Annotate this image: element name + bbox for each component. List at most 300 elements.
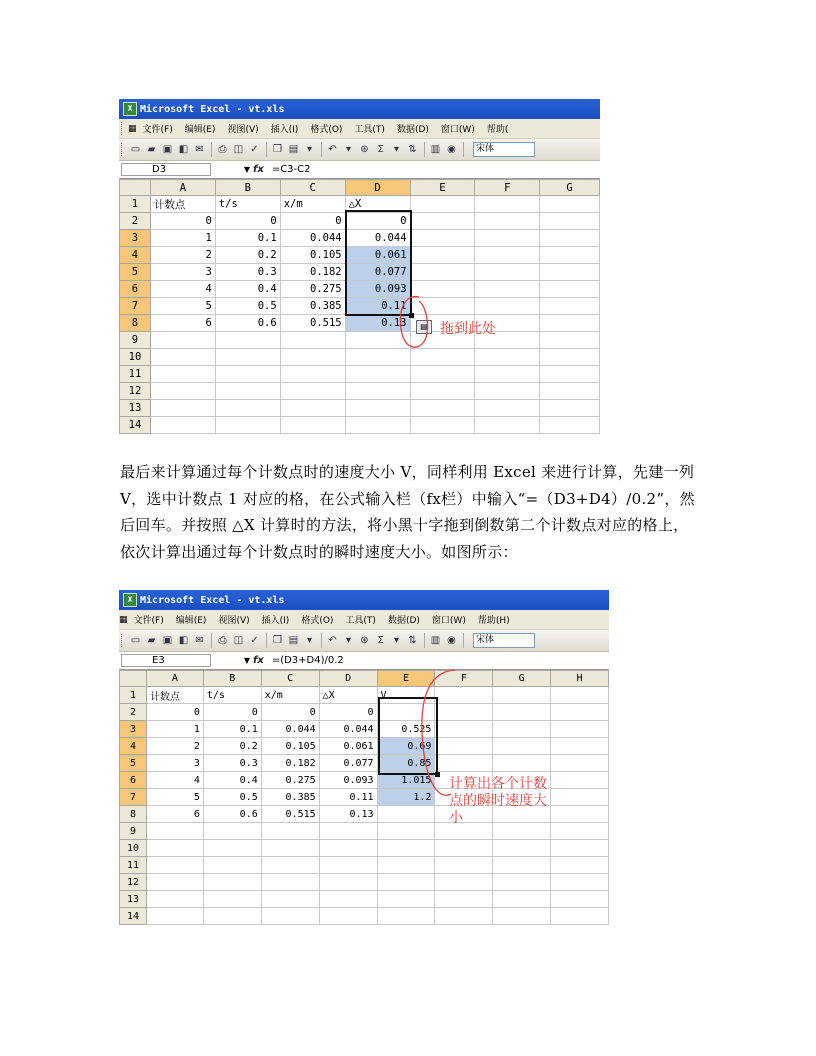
cell[interactable] xyxy=(493,738,551,755)
menu-format[interactable]: 格式(O) xyxy=(310,125,343,135)
cell[interactable] xyxy=(493,874,551,891)
cell[interactable]: 0.044 xyxy=(319,721,377,738)
cell[interactable] xyxy=(345,400,410,417)
row-header[interactable]: 9 xyxy=(120,332,151,349)
row-header[interactable]: 10 xyxy=(120,840,147,857)
row-header[interactable]: 2 xyxy=(120,704,147,721)
cell[interactable]: 0.1 xyxy=(215,230,280,247)
cell[interactable]: △X xyxy=(345,196,410,213)
row-header[interactable]: 14 xyxy=(120,908,147,925)
undo-icon[interactable]: ↶ xyxy=(328,144,337,155)
autosum-icon[interactable]: Σ xyxy=(377,144,384,155)
fx-icon[interactable]: fx xyxy=(253,655,264,666)
cell[interactable] xyxy=(551,721,609,738)
row-header[interactable]: 2 xyxy=(120,213,151,230)
cell[interactable] xyxy=(345,366,410,383)
cell[interactable]: 0.13 xyxy=(319,806,377,823)
menu-insert[interactable]: 插入(I) xyxy=(270,125,299,135)
row-header[interactable]: 13 xyxy=(120,891,147,908)
cell[interactable] xyxy=(540,332,600,349)
cell[interactable] xyxy=(150,349,215,366)
cell[interactable]: 0.69 xyxy=(377,738,435,755)
cell[interactable] xyxy=(150,366,215,383)
cell[interactable] xyxy=(261,891,319,908)
cell[interactable] xyxy=(150,400,215,417)
cell[interactable]: 0.385 xyxy=(261,789,319,806)
menu-format[interactable]: 格式(O) xyxy=(301,616,334,626)
print-icon[interactable]: ⎙ xyxy=(218,144,227,155)
cell[interactable] xyxy=(215,383,280,400)
column-header[interactable]: G xyxy=(540,180,600,196)
column-header[interactable]: F xyxy=(475,180,540,196)
cell[interactable]: 2 xyxy=(150,247,215,264)
cell[interactable] xyxy=(551,874,609,891)
cell[interactable]: 0.2 xyxy=(215,247,280,264)
cell[interactable] xyxy=(203,891,261,908)
cell[interactable] xyxy=(215,417,280,434)
row-header[interactable]: 3 xyxy=(120,721,147,738)
menu-help[interactable]: 帮助( xyxy=(486,125,509,135)
cell[interactable]: 0 xyxy=(203,704,261,721)
cell[interactable]: 0 xyxy=(261,704,319,721)
cell[interactable]: 计数点 xyxy=(146,687,203,704)
cell[interactable] xyxy=(493,687,551,704)
cell[interactable] xyxy=(319,908,377,925)
cell[interactable]: 0.85 xyxy=(377,755,435,772)
row-header[interactable]: 9 xyxy=(120,823,147,840)
email-icon[interactable]: ✉ xyxy=(195,635,204,646)
cell[interactable]: V xyxy=(377,687,435,704)
cell[interactable] xyxy=(215,332,280,349)
cell[interactable] xyxy=(540,383,600,400)
copy-icon[interactable]: ❐ xyxy=(273,635,282,646)
cell[interactable]: 0.11 xyxy=(319,789,377,806)
menu-tools[interactable]: 工具(T) xyxy=(345,616,376,626)
row-header[interactable]: 14 xyxy=(120,417,151,434)
name-box[interactable] xyxy=(121,163,250,176)
help-icon[interactable]: ◉ xyxy=(447,635,456,646)
cell[interactable]: 0.515 xyxy=(280,315,345,332)
column-header[interactable]: E xyxy=(410,180,475,196)
cell[interactable] xyxy=(410,196,475,213)
row-header[interactable]: 11 xyxy=(120,857,147,874)
cell[interactable]: 0 xyxy=(280,213,345,230)
email-icon[interactable]: ✉ xyxy=(195,144,204,155)
cell[interactable]: 0 xyxy=(215,213,280,230)
cell[interactable] xyxy=(493,755,551,772)
cell[interactable]: 1.015 xyxy=(377,772,435,789)
cell[interactable] xyxy=(146,840,203,857)
row-header[interactable]: 6 xyxy=(120,281,151,298)
cell[interactable] xyxy=(319,874,377,891)
permission-icon[interactable]: ◧ xyxy=(178,635,189,646)
cell[interactable] xyxy=(475,349,540,366)
cell[interactable] xyxy=(410,264,475,281)
cell[interactable] xyxy=(493,704,551,721)
cell[interactable] xyxy=(475,383,540,400)
formula-input[interactable]: =(D3+D4)/0.2 xyxy=(271,655,344,666)
cell[interactable] xyxy=(475,298,540,315)
cell[interactable]: 0.3 xyxy=(215,264,280,281)
autosum-icon[interactable]: Σ xyxy=(377,635,384,646)
column-header[interactable]: G xyxy=(493,671,551,687)
cell[interactable] xyxy=(150,383,215,400)
save-icon[interactable]: ▣ xyxy=(162,635,173,646)
cell[interactable]: 0.11 xyxy=(345,298,410,315)
chart-wizard-icon[interactable]: ▥ xyxy=(430,144,441,155)
menu-data[interactable]: 数据(D) xyxy=(396,125,429,135)
cell[interactable] xyxy=(551,687,609,704)
cell[interactable] xyxy=(377,874,435,891)
cell[interactable] xyxy=(280,349,345,366)
cell[interactable]: 0.2 xyxy=(203,738,261,755)
menu-file[interactable]: 文件(F) xyxy=(142,125,173,135)
dropdown-arrow-icon[interactable]: ▾ xyxy=(345,635,352,646)
menu-file[interactable]: 文件(F) xyxy=(133,616,164,626)
row-header[interactable]: 4 xyxy=(120,738,147,755)
cell[interactable] xyxy=(540,366,600,383)
cell[interactable]: 0.061 xyxy=(345,247,410,264)
cell[interactable] xyxy=(150,417,215,434)
cell[interactable]: 0.13 xyxy=(345,315,410,332)
cell[interactable] xyxy=(435,874,493,891)
cell[interactable] xyxy=(551,806,609,823)
print-preview-icon[interactable]: ◫ xyxy=(233,635,244,646)
save-icon[interactable]: ▣ xyxy=(162,144,173,155)
menu-view[interactable]: 视图(V) xyxy=(218,616,250,626)
column-header[interactable]: E xyxy=(377,671,435,687)
cell[interactable] xyxy=(551,840,609,857)
cell[interactable] xyxy=(540,230,600,247)
cell[interactable]: 0.182 xyxy=(280,264,345,281)
cell[interactable]: 0.525 xyxy=(377,721,435,738)
cell[interactable]: 0.182 xyxy=(261,755,319,772)
cell[interactable] xyxy=(475,417,540,434)
cell[interactable] xyxy=(540,264,600,281)
chevron-down-icon[interactable]: ▼ xyxy=(243,656,250,665)
column-header[interactable]: F xyxy=(435,671,493,687)
undo-icon[interactable]: ↶ xyxy=(328,635,337,646)
new-icon[interactable]: ▭ xyxy=(130,635,141,646)
menu-window[interactable]: 窗口(W) xyxy=(440,125,475,135)
cell[interactable] xyxy=(493,840,551,857)
cell[interactable] xyxy=(146,857,203,874)
cell[interactable]: 计数点 xyxy=(150,196,215,213)
cell[interactable] xyxy=(345,417,410,434)
cell[interactable]: 0.385 xyxy=(280,298,345,315)
cell[interactable] xyxy=(215,366,280,383)
cell[interactable] xyxy=(203,908,261,925)
cell[interactable] xyxy=(280,417,345,434)
cell[interactable] xyxy=(475,400,540,417)
row-header[interactable]: 12 xyxy=(120,383,151,400)
cell[interactable] xyxy=(146,823,203,840)
cell[interactable] xyxy=(493,721,551,738)
cell[interactable]: 0.515 xyxy=(261,806,319,823)
cell[interactable] xyxy=(261,857,319,874)
row-header[interactable]: 6 xyxy=(120,772,147,789)
cell[interactable] xyxy=(493,857,551,874)
cell[interactable] xyxy=(540,247,600,264)
cell[interactable] xyxy=(540,298,600,315)
cell[interactable] xyxy=(435,857,493,874)
cell[interactable]: x/m xyxy=(261,687,319,704)
cell[interactable]: 0.3 xyxy=(203,755,261,772)
row-header[interactable]: 7 xyxy=(120,789,147,806)
cell[interactable] xyxy=(475,264,540,281)
cell[interactable] xyxy=(319,840,377,857)
cell[interactable]: 0.4 xyxy=(203,772,261,789)
cell[interactable] xyxy=(410,247,475,264)
cell[interactable] xyxy=(319,823,377,840)
cell[interactable] xyxy=(540,281,600,298)
dropdown-arrow-icon[interactable]: ▾ xyxy=(393,144,400,155)
cell[interactable]: 0.6 xyxy=(203,806,261,823)
cell[interactable] xyxy=(377,908,435,925)
dropdown-arrow-icon[interactable]: ▾ xyxy=(345,144,352,155)
row-header[interactable]: 13 xyxy=(120,400,151,417)
copy-icon[interactable]: ❐ xyxy=(273,144,282,155)
cell[interactable] xyxy=(377,891,435,908)
cell[interactable] xyxy=(377,823,435,840)
column-header[interactable]: B xyxy=(215,180,280,196)
cell[interactable]: 1.2 xyxy=(377,789,435,806)
cell[interactable] xyxy=(410,417,475,434)
cell[interactable] xyxy=(435,908,493,925)
cell[interactable]: 0.275 xyxy=(261,772,319,789)
formula-input[interactable]: =C3-C2 xyxy=(271,164,311,175)
cell[interactable] xyxy=(319,891,377,908)
cell[interactable] xyxy=(551,891,609,908)
cell[interactable] xyxy=(475,196,540,213)
cell[interactable]: 0.077 xyxy=(345,264,410,281)
chevron-down-icon[interactable]: ▼ xyxy=(243,165,250,174)
menu-edit[interactable]: 编辑(E) xyxy=(184,125,216,135)
cell[interactable]: 1 xyxy=(146,721,203,738)
cell[interactable] xyxy=(551,857,609,874)
cell[interactable] xyxy=(475,230,540,247)
cell[interactable]: t/s xyxy=(203,687,261,704)
hyperlink-icon[interactable]: ⊛ xyxy=(360,635,369,646)
cell[interactable] xyxy=(203,874,261,891)
cell[interactable] xyxy=(551,908,609,925)
chart-wizard-icon[interactable]: ▥ xyxy=(430,635,441,646)
cell[interactable]: 0 xyxy=(146,704,203,721)
cell[interactable] xyxy=(203,857,261,874)
cell[interactable] xyxy=(493,908,551,925)
menu-insert[interactable]: 插入(I) xyxy=(261,616,290,626)
column-header[interactable]: C xyxy=(261,671,319,687)
row-header[interactable]: 8 xyxy=(120,315,151,332)
cell[interactable] xyxy=(540,196,600,213)
cell[interactable] xyxy=(203,823,261,840)
cell[interactable] xyxy=(203,840,261,857)
menu-window[interactable]: 窗口(W) xyxy=(431,616,466,626)
cell[interactable]: 4 xyxy=(150,281,215,298)
cell[interactable] xyxy=(215,400,280,417)
cell[interactable]: 0.093 xyxy=(345,281,410,298)
cell[interactable]: 0 xyxy=(345,213,410,230)
cell[interactable] xyxy=(540,315,600,332)
cell[interactable]: 0.275 xyxy=(280,281,345,298)
cell[interactable] xyxy=(146,891,203,908)
cell[interactable]: 0.077 xyxy=(319,755,377,772)
row-header[interactable]: 1 xyxy=(120,196,151,213)
cell[interactable] xyxy=(319,857,377,874)
menu-edit[interactable]: 编辑(E) xyxy=(175,616,207,626)
row-header[interactable]: 7 xyxy=(120,298,151,315)
cell[interactable] xyxy=(410,383,475,400)
sheet-icon[interactable]: ▦ xyxy=(119,614,128,625)
cell[interactable]: 0.093 xyxy=(319,772,377,789)
cell[interactable] xyxy=(475,281,540,298)
cell[interactable]: 0.105 xyxy=(261,738,319,755)
cell[interactable]: x/m xyxy=(280,196,345,213)
new-icon[interactable]: ▭ xyxy=(130,144,141,155)
select-all-corner[interactable] xyxy=(120,180,151,196)
cell[interactable] xyxy=(475,247,540,264)
cell[interactable]: 0.5 xyxy=(203,789,261,806)
row-header[interactable]: 5 xyxy=(120,264,151,281)
paste-icon[interactable]: ▤ xyxy=(288,635,299,646)
menu-view[interactable]: 视图(V) xyxy=(227,125,259,135)
cell[interactable]: 0.044 xyxy=(261,721,319,738)
cell[interactable] xyxy=(410,230,475,247)
row-header[interactable]: 11 xyxy=(120,366,151,383)
sort-ascending-icon[interactable]: ⇅ xyxy=(408,635,417,646)
column-header[interactable]: A xyxy=(150,180,215,196)
row-header[interactable]: 1 xyxy=(120,687,147,704)
cell[interactable] xyxy=(551,823,609,840)
cell[interactable]: 2 xyxy=(146,738,203,755)
column-header[interactable]: C xyxy=(280,180,345,196)
spelling-icon[interactable]: ✓ xyxy=(250,144,259,155)
cell[interactable]: 0.061 xyxy=(319,738,377,755)
cell[interactable] xyxy=(475,366,540,383)
autofill-options-icon[interactable]: ▤ xyxy=(416,320,432,334)
column-header[interactable]: H xyxy=(551,671,609,687)
cell[interactable] xyxy=(150,332,215,349)
cell[interactable] xyxy=(377,840,435,857)
cell[interactable] xyxy=(261,823,319,840)
cell[interactable] xyxy=(475,213,540,230)
cell[interactable]: 3 xyxy=(150,264,215,281)
cell[interactable] xyxy=(410,400,475,417)
menu-tools[interactable]: 工具(T) xyxy=(354,125,385,135)
cell[interactable] xyxy=(410,366,475,383)
cell[interactable] xyxy=(280,332,345,349)
menu-help[interactable]: 帮助(H) xyxy=(477,616,510,626)
fx-icon[interactable]: fx xyxy=(253,164,264,175)
column-header[interactable]: D xyxy=(345,180,410,196)
cell[interactable] xyxy=(280,400,345,417)
row-header[interactable]: 8 xyxy=(120,806,147,823)
cell[interactable] xyxy=(551,772,609,789)
print-icon[interactable]: ⎙ xyxy=(218,635,227,646)
print-preview-icon[interactable]: ◫ xyxy=(233,144,244,155)
dropdown-arrow-icon[interactable]: ▾ xyxy=(306,635,313,646)
cell[interactable] xyxy=(551,738,609,755)
column-header[interactable]: B xyxy=(203,671,261,687)
dropdown-arrow-icon[interactable]: ▾ xyxy=(393,635,400,646)
cell[interactable] xyxy=(551,789,609,806)
dropdown-arrow-icon[interactable]: ▾ xyxy=(306,144,313,155)
cell[interactable] xyxy=(435,840,493,857)
cell[interactable]: 6 xyxy=(150,315,215,332)
cell[interactable] xyxy=(540,349,600,366)
cell[interactable]: 0.5 xyxy=(215,298,280,315)
cell[interactable]: 0 xyxy=(319,704,377,721)
sort-ascending-icon[interactable]: ⇅ xyxy=(408,144,417,155)
cell[interactable]: 6 xyxy=(146,806,203,823)
row-header[interactable]: 4 xyxy=(120,247,151,264)
menu-data[interactable]: 数据(D) xyxy=(387,616,420,626)
cell[interactable]: 0.105 xyxy=(280,247,345,264)
cell[interactable] xyxy=(280,383,345,400)
cell[interactable]: 3 xyxy=(146,755,203,772)
cell[interactable]: 5 xyxy=(150,298,215,315)
cell[interactable]: 4 xyxy=(146,772,203,789)
cell[interactable] xyxy=(551,755,609,772)
cell[interactable] xyxy=(435,891,493,908)
cell[interactable]: 0.4 xyxy=(215,281,280,298)
font-name-box[interactable]: 宋体 xyxy=(473,633,535,648)
cell[interactable] xyxy=(146,908,203,925)
cell[interactable] xyxy=(551,704,609,721)
spelling-icon[interactable]: ✓ xyxy=(250,635,259,646)
cell[interactable] xyxy=(261,874,319,891)
select-all-corner[interactable] xyxy=(120,671,147,687)
help-icon[interactable]: ◉ xyxy=(447,144,456,155)
open-icon[interactable]: ▰ xyxy=(147,635,156,646)
cell[interactable]: △X xyxy=(319,687,377,704)
cell[interactable] xyxy=(540,417,600,434)
font-name-box[interactable]: 宋体 xyxy=(473,142,535,157)
cell[interactable] xyxy=(146,874,203,891)
cell[interactable] xyxy=(261,908,319,925)
cell[interactable] xyxy=(280,366,345,383)
cell[interactable] xyxy=(345,383,410,400)
cell[interactable]: 0.6 xyxy=(215,315,280,332)
permission-icon[interactable]: ◧ xyxy=(178,144,189,155)
row-header[interactable]: 3 xyxy=(120,230,151,247)
cell[interactable]: 0 xyxy=(150,213,215,230)
paste-icon[interactable]: ▤ xyxy=(288,144,299,155)
cell[interactable]: 0.044 xyxy=(345,230,410,247)
name-box[interactable] xyxy=(121,654,250,667)
sheet-icon[interactable]: ▦ xyxy=(128,123,137,134)
cell[interactable]: t/s xyxy=(215,196,280,213)
cell[interactable]: 1 xyxy=(150,230,215,247)
row-header[interactable]: 10 xyxy=(120,349,151,366)
cell[interactable] xyxy=(493,891,551,908)
open-icon[interactable]: ▰ xyxy=(147,144,156,155)
cell[interactable] xyxy=(377,857,435,874)
cell[interactable]: 0.044 xyxy=(280,230,345,247)
cell[interactable] xyxy=(540,213,600,230)
column-header[interactable]: D xyxy=(319,671,377,687)
cell[interactable] xyxy=(261,840,319,857)
cell[interactable]: 5 xyxy=(146,789,203,806)
row-header[interactable]: 5 xyxy=(120,755,147,772)
hyperlink-icon[interactable]: ⊛ xyxy=(360,144,369,155)
column-header[interactable]: A xyxy=(146,671,203,687)
cell[interactable]: 0.1 xyxy=(203,721,261,738)
cell[interactable] xyxy=(540,400,600,417)
row-header[interactable]: 12 xyxy=(120,874,147,891)
cell[interactable] xyxy=(215,349,280,366)
cell[interactable] xyxy=(410,213,475,230)
